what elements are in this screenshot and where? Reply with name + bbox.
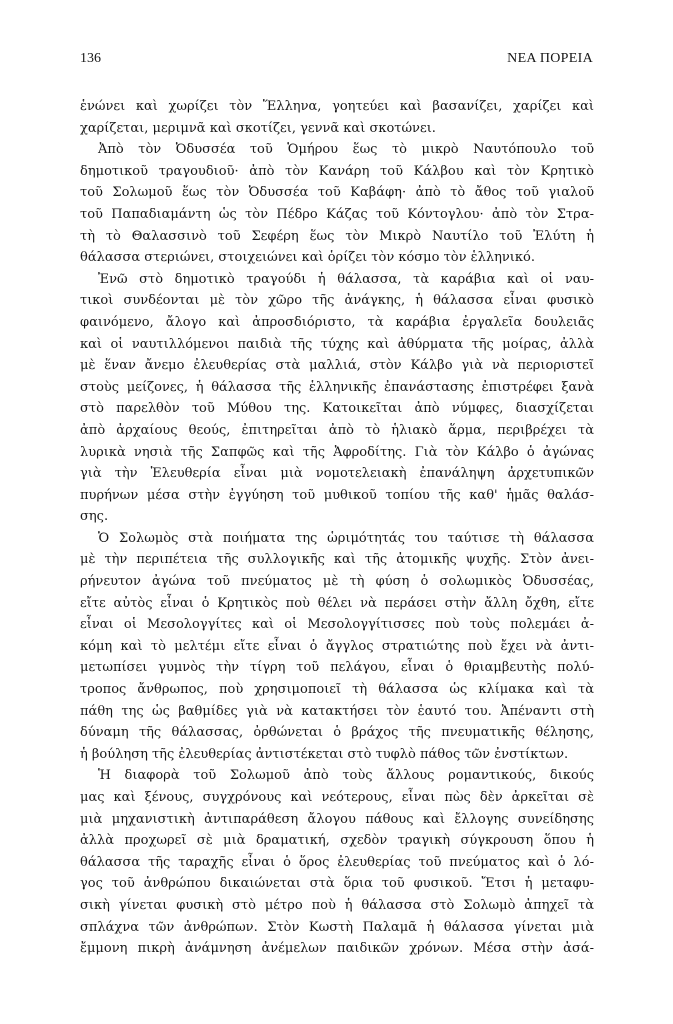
text-line: μὲ τὴν περιπέτεια τῆς συλλογικῆς καὶ τῆς ἀτομικῆς ψυχῆς. Στὸν ἀνει- <box>80 552 594 568</box>
text-line: ἑνώνει καὶ χωρίζει τὸν Ἕλληνα, γοητεύει καὶ βασανίζει, χαρίζει καὶ <box>80 99 594 114</box>
text-line: στοὺς μείζονες, ἡ θάλασσα τῆς ἑλληνικῆς ἐπανάστασης ἐπιστρέφει ξανὰ <box>80 379 594 395</box>
text-line: Ἀπὸ τὸν Ὀδυσσέα τοῦ Ὁμήρου ἕως τὸ μικρὸ Ναυτόπουλο τοῦ <box>98 142 594 158</box>
text-line: τροπος ἄνθρωπος, ποὺ χρησιμοποιεῖ τὴ θάλασσα ὡς κλίμακα καὶ τὰ <box>80 682 594 698</box>
text-line: ρήνευτον ἀγώνα τοῦ πνεύματος μὲ τὴ φύση ὁ σολωμικὸς Ὀδυσσέας, <box>80 574 594 590</box>
text-line: τοῦ Παπαδιαμάντη ὡς τὸν Πέδρο Κάζας τοῦ Κόντογλου· ἀπὸ τὸν Στρα- <box>80 206 594 222</box>
text-line: ἡ βούληση τῆς ἐλευθερίας ἀντιστέκεται στὸ τυφλὸ πάθος τῶν ἐνστίκτων. <box>80 746 569 762</box>
text-line: καὶ οἱ ναυτιλλόμενοι παιδιὰ τῆς τύχης καὶ ἀθύρματα τῆς μοίρας, ἀλλὰ <box>80 336 594 352</box>
text-line: μὲ ἕναν ἄνεμο ἐλευθερίας στὰ μαλλιά, στὸν Κάλβο γιὰ νὰ περιοριστεῖ <box>80 358 594 374</box>
text-line: τοῦ Σολωμοῦ ἕως τὸν Ὀδυσσέα τοῦ Καβάφη· ἀπὸ τὸ ἄθος τοῦ γιαλοῦ <box>80 185 594 201</box>
text-line: σικὴ γίνεται φυσικὴ στὸ μέτρο ποὺ ἡ θάλασσα στὸ Σολωμὸ ἀπηχεῖ τὰ <box>80 897 594 913</box>
text-line: δημοτικοῦ τραγουδιοῦ· ἀπὸ τὸν Κανάρη τοῦ Κάλβου καὶ τὸν Κρητικὸ <box>80 163 594 179</box>
text-line: χαρίζεται, μεριμνᾶ καὶ σκοτίζει, γεννᾶ καὶ σκοτώνει. <box>80 120 436 136</box>
text-line: τὴ τὸ Θαλασσινὸ τοῦ Σεφέρη ἕως τὸν Μικρὸ Ναυτίλο τοῦ Ἐλύτη ἡ <box>80 228 594 244</box>
text-line: Ὁ Σολωμὸς στὰ ποιήματα της ὡριμότητάς του ταύτισε τὴ θάλασσα <box>98 530 594 546</box>
text-line: θάλασσα στεριώνει, στοιχειώνει καὶ ὁρίζει τὸν κόσμο τὸν ἑλληνικό. <box>80 250 535 266</box>
page-header <box>80 51 593 71</box>
text-line: γος τοῦ ἀνθρώπου δικαιώνεται στὰ ὅρια τοῦ φυσικοῦ. Ἔτσι ἡ μεταφυ- <box>80 876 594 892</box>
text-line: μιὰ μηχανιστικὴ ἀντιπαράθεση ἄλογου πάθους καὶ ἔλλογης συνείδησης <box>80 811 594 827</box>
text-line: εἴτε αὐτὸς εἶναι ὁ Κρητικὸς ποὺ θέλει νὰ περάσει στὴν ἄλλη ὄχθη, εἴτε <box>80 595 594 611</box>
text-line: πάθη της ὡς βαθμίδες γιὰ νὰ κατακτήσει τὸν ἑαυτό του. Ἀπέναντι στὴ <box>80 703 594 719</box>
body-text <box>80 96 594 960</box>
text-line: σπλάχνα τῶν ἀνθρώπων. Στὸν Κωστὴ Παλαμᾶ ἡ θάλασσα γίνεται μιὰ <box>80 919 594 935</box>
text-line: σης. <box>80 509 109 525</box>
text-line: κόμη καὶ τὸ μελτέμι εἴτε εἶναι ὁ ἄγγλος στρατιώτης ποὺ ἔχει νὰ ἀντι- <box>80 638 594 654</box>
text-line: εἶναι οἱ Μεσολογγίτες καὶ οἱ Μεσολογγίτισσες ποὺ τοὺς πολεμάει ἀ- <box>80 617 594 633</box>
text-line: μας καὶ ξένους, συγχρόνους καὶ νεότερους, εἶναι πὼς δὲν ἀρκεῖται σὲ <box>80 790 594 805</box>
text-line: Ἡ διαφορὰ τοῦ Σολωμοῦ ἀπὸ τοὺς ἄλλους ρομαντικούς, δικούς <box>98 768 594 784</box>
running-title: ΝΕΑ ΠΟΡΕΙΑ <box>507 51 593 66</box>
page-number: 136 <box>80 51 101 66</box>
text-line: στὸ παρελθὸν τοῦ Μύθου της. Κατοικεῖται ἀπὸ νύμφες, διασχίζεται <box>80 401 594 417</box>
text-line: ἔμμονη πικρὴ ἀνάμνηση ἀνέμελων παιδικῶν χρόνων. Μέσα στὴν ἀσά- <box>80 941 594 957</box>
text-line: τικοὶ συνδέονται μὲ τὸν χῶρο τῆς ἀνάγκης, ἡ θάλασσα εἶναι φυσικὸ <box>80 293 594 309</box>
text-line: δύναμη τῆς θάλασσας, ὀρθώνεται ὁ βράχος τῆς πνευματικῆς θέλησης, <box>80 725 594 741</box>
text-line: φαινόμενο, ἄλογο καὶ ἀπροσδιόριστο, τὰ καράβια ἐργαλεῖα δουλειᾶς <box>80 314 594 330</box>
text-line: πυρήνων μέσα στὴν ἐγγύηση τοῦ μυθικοῦ τοπίου τῆς καθ' ἡμᾶς θαλάσ- <box>80 487 594 503</box>
text-line: λυρικὰ νησιὰ τῆς Σαπφῶς καὶ τῆς Ἀφροδίτης. Γιὰ τὸν Κάλβο ὁ ἀγώνας <box>80 444 594 460</box>
text-line: μετωπίσει γυμνὸς τὴν τίγρη τοῦ πελάγου, εἶναι ὁ θριαμβευτὴς πολύ- <box>80 660 594 676</box>
text-line: γιὰ τὴν Ἐλευθερία εἶναι μιὰ νομοτελειακὴ ἐπανάληψη ἀρχετυπικῶν <box>80 466 594 482</box>
text-line: θάλασσα τῆς ταραχῆς εἶναι ὁ ὅρος ἐλευθερίας τοῦ πνεύματος καὶ ὁ λό- <box>80 854 594 870</box>
text-line: ἀπὸ ἀρχαίους θεούς, ἐπιτηρεῖται ἀπὸ τὸ ἡλιακὸ ἅρμα, περιβρέχει τὰ <box>80 422 594 438</box>
text-line: Ἐνῶ στὸ δημοτικὸ τραγούδι ἡ θάλασσα, τὰ καράβια καὶ οἱ ναυ- <box>98 271 594 287</box>
text-line: ἀλλὰ προχωρεῖ σὲ μιὰ δραματική, σχεδὸν τραγικὴ σύγκρουση ὅπου ἡ <box>80 833 594 849</box>
